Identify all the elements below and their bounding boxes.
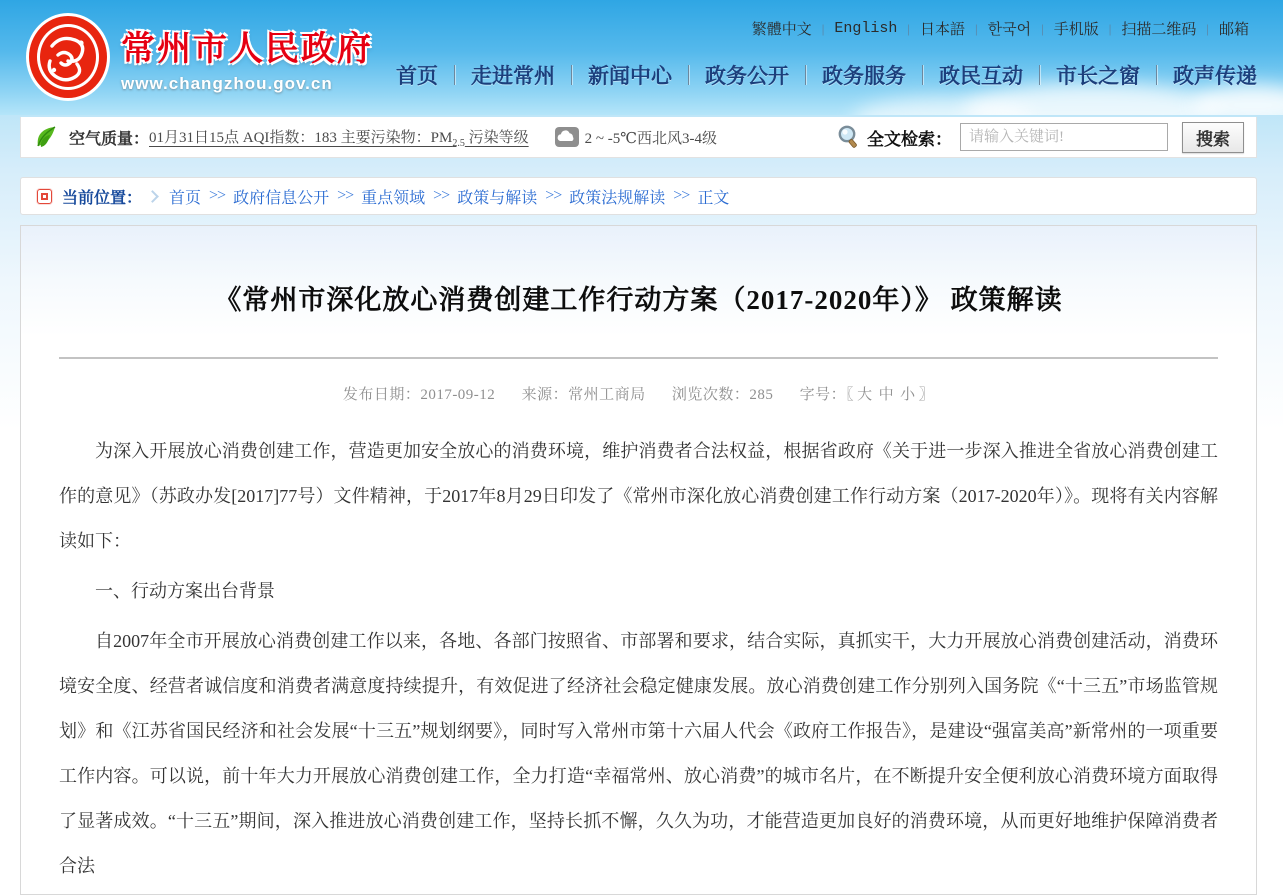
weather-section: [555, 127, 717, 148]
publish-date: 发布日期：2017-09-12: [342, 387, 496, 403]
site-brand[interactable]: [25, 12, 373, 102]
chevron-right-icon: [146, 190, 159, 203]
breadcrumb-separator: >>: [673, 187, 690, 204]
nav-separator: [571, 65, 572, 85]
top-link-separator: |: [1041, 20, 1044, 36]
link-traditional-chinese[interactable]: 繁體中文: [751, 22, 812, 38]
weather-text: 2 ~ -5℃西北风3-4级: [584, 130, 718, 147]
article-section-heading: 一、行动方案出台背景: [95, 581, 275, 601]
article-paragraph: 自2007年全市开展放心消费创建工作以来，各地、各部门按照省、市部署和要求，结合实际，真抓实干，大力开展放心消费创建活动，消费环境安全度、经营者诚信度和消费者满意度持续提升，有效促进了经济社会稳定健康发展。放心消费创建工作分别列入国务院《“十三五”市场监管规划》和《江苏省国民经济和社会发展“十三五”规划纲要》，同时写入常州市第十六届人代会《政府工作报告》，是建设“强富美高”新常州的一项重要工作内容。可以说，前十年大力开展放心消费创建工作，全力打造“幸福常州、放心消费”的城市名片，在不断提升安全便利放心消费环境方面取得了显著成效。“十三五”期间，深入推进放心消费创建工作，坚持长抓不懈，久久为功，才能营造更加良好的消费环境，从而更好地维护保障消费者合法: [59, 631, 1218, 876]
search-label: 全文检索：: [867, 129, 952, 149]
nav-item-home[interactable]: 首页: [396, 64, 438, 88]
leaf-icon: [35, 125, 61, 149]
location-icon: [37, 189, 52, 204]
font-size-control: 字号：〖 大 中 小 〗: [799, 387, 935, 403]
article-source: 来源：常州工商局: [521, 387, 646, 403]
site-name: 常州市人民政府: [121, 30, 373, 68]
nav-separator: [688, 65, 689, 85]
top-utility-links: [752, 18, 1249, 39]
site-header: [0, 0, 1283, 115]
nav-item-public-interaction[interactable]: 政民互动: [939, 64, 1023, 88]
search-input[interactable]: [960, 123, 1168, 151]
breadcrumb-item-home[interactable]: 首页: [169, 189, 202, 207]
breadcrumb-item-policy-interpretation[interactable]: 政策与解读: [457, 189, 538, 207]
nav-separator: [922, 65, 923, 85]
air-quality-label: 空气质量：: [69, 130, 150, 148]
nav-separator: [1156, 65, 1157, 85]
weather-cloud-icon: [555, 127, 579, 147]
breadcrumb: [169, 185, 729, 208]
view-count: 浏览次数：285: [671, 387, 774, 403]
government-seal-logo: [25, 12, 111, 102]
site-url: www.changzhou.gov.cn: [121, 73, 333, 93]
air-quality-section: [35, 125, 529, 149]
link-mailbox[interactable]: 邮箱: [1218, 22, 1249, 38]
article-paragraph: 为深入开展放心消费创建工作，营造更加安全放心的消费环境，维护消费者合法权益，根据省政府《关于进一步深入推进全省放心消费创建工作的意见》（苏政办发[2017]77号）文件精神，于2017年8月29日印发了《常州市深化放心消费创建工作行动方案（2017-2020年）》。现将有关内容解读如下：: [59, 441, 1218, 551]
top-link-separator: |: [821, 20, 825, 36]
title-divider: [59, 357, 1218, 359]
brand-text: [121, 21, 373, 94]
breadcrumb-label: 当前位置：: [62, 189, 143, 207]
font-size-small-button[interactable]: 小: [900, 387, 916, 403]
nav-separator: [805, 65, 806, 85]
link-mobile-version[interactable]: 手机版: [1053, 22, 1099, 38]
nav-item-gov-disclosure[interactable]: 政务公开: [705, 64, 789, 88]
breadcrumb-bar: [20, 177, 1257, 215]
nav-separator: [454, 65, 455, 85]
top-link-separator: |: [907, 20, 911, 36]
link-korean[interactable]: 한국어: [987, 22, 1032, 38]
breadcrumb-separator: >>: [209, 187, 226, 204]
nav-item-gov-services[interactable]: 政务服务: [822, 64, 906, 88]
nav-item-mayor-window[interactable]: 市长之窗: [1056, 64, 1140, 88]
article-title: 《常州市深化放心消费创建工作行动方案（2017-2020年）》 政策解读: [214, 285, 1063, 315]
breadcrumb-separator: >>: [433, 187, 450, 204]
link-english[interactable]: English: [834, 20, 898, 37]
font-size-medium-button[interactable]: 中: [878, 387, 895, 403]
top-link-separator: |: [1108, 20, 1112, 36]
nav-item-about-changzhou[interactable]: 走进常州: [471, 64, 555, 88]
font-size-large-button[interactable]: 大: [857, 387, 873, 403]
breadcrumb-item-key-areas[interactable]: 重点领域: [361, 189, 426, 207]
article-content-box: [20, 225, 1257, 895]
link-scan-qrcode[interactable]: 扫描二维码: [1121, 22, 1197, 38]
article-meta: [59, 383, 1218, 404]
pm25-subscript: 2.5: [452, 137, 465, 149]
search-magnifier-icon: [837, 125, 859, 149]
nav-separator: [1039, 65, 1040, 85]
breadcrumb-item-article[interactable]: 正文: [697, 189, 730, 207]
breadcrumb-item-info-disclosure[interactable]: 政府信息公开: [233, 189, 330, 207]
search-section: [837, 122, 1244, 153]
top-link-separator: |: [975, 20, 978, 36]
air-quality-link[interactable]: 01月31日15点 AQI指数：183 主要污染物：$PM_{2.5}$ 污染等级: [149, 129, 529, 149]
search-button[interactable]: 搜索: [1182, 122, 1244, 153]
link-japanese[interactable]: 日本語: [920, 22, 966, 38]
nav-item-news-center[interactable]: 新闻中心: [588, 64, 672, 88]
breadcrumb-item-policy-regulation[interactable]: 政策法规解读: [569, 189, 666, 207]
breadcrumb-separator: >>: [337, 187, 354, 204]
main-navigation: [396, 60, 1257, 90]
top-link-separator: |: [1206, 20, 1209, 36]
info-bar: [20, 117, 1257, 158]
nav-item-gov-voice[interactable]: 政声传递: [1173, 64, 1257, 88]
article-body: [59, 429, 1218, 889]
breadcrumb-separator: >>: [545, 187, 562, 204]
